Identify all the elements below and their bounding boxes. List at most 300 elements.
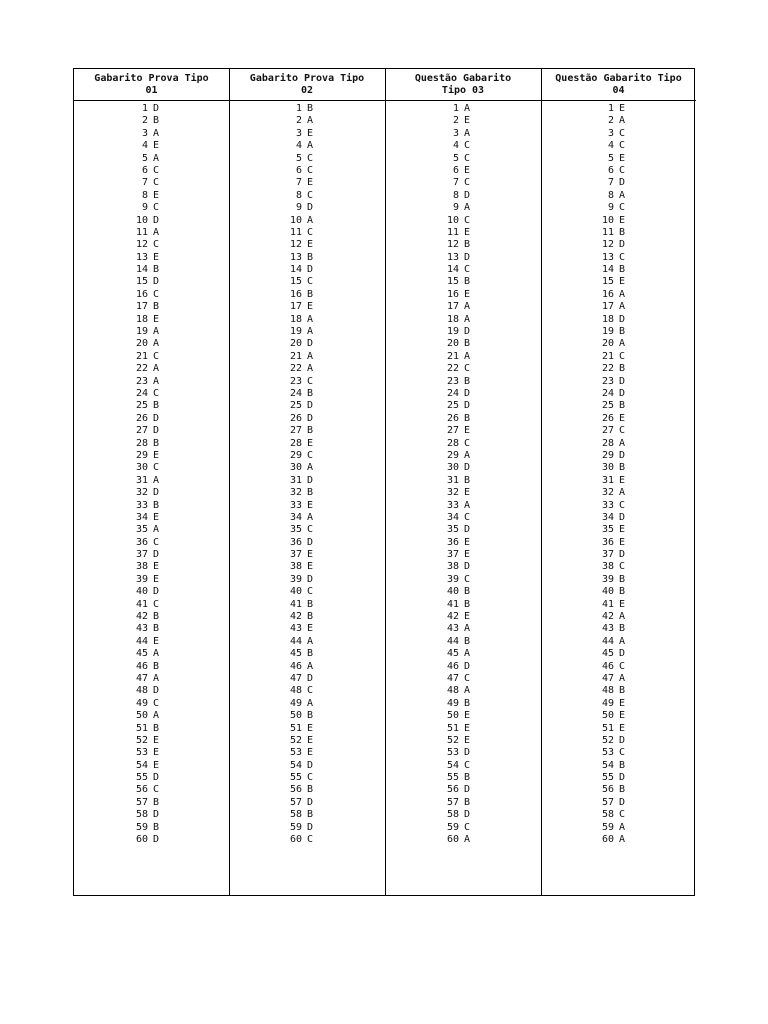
answer-letter: A [153,226,160,238]
answer-letter: C [619,425,626,437]
question-number: 55 [601,772,614,784]
answer-letter: D [307,759,314,771]
answer-letter: D [307,672,314,684]
answer-letter: E [307,549,314,561]
answer-letter: C [153,784,160,796]
answer-row [594,747,631,759]
question-number: 57 [446,796,459,808]
question-number: 21 [446,350,459,362]
answer-row [439,500,476,512]
question-number: 30 [601,462,614,474]
question-number: 36 [135,536,148,548]
answer-letter: D [619,177,626,189]
question-number: 46 [135,660,148,672]
answer-letter: E [464,734,471,746]
answer-letter: E [307,127,314,139]
question-number: 59 [601,821,614,833]
question-number: 6 [295,164,302,176]
answer-letter: E [153,759,160,771]
question-number: 48 [446,685,459,697]
answer-row [439,698,476,710]
question-number: 4 [452,140,459,152]
answer-row [128,115,165,127]
answer-letter: D [153,412,160,424]
answer-letter: C [619,660,626,672]
answer-row [128,400,165,412]
answer-row [282,388,319,400]
answer-letter: B [464,586,471,598]
answer-letter: E [307,734,314,746]
answer-letter: A [464,127,471,139]
answer-letter: D [619,648,626,660]
answer-letter: C [153,462,160,474]
answer-letter: B [619,363,626,375]
answer-letter: E [307,499,314,511]
question-number: 21 [289,350,302,362]
question-number: 60 [135,834,148,846]
question-number: 39 [289,573,302,585]
answer-row [439,190,476,202]
answer-letter: D [464,561,471,573]
answer-row [594,314,631,326]
question-number: 37 [601,549,614,561]
answer-row [128,661,165,673]
answer-letter: B [464,474,471,486]
answer-row [128,239,165,251]
question-number: 52 [289,734,302,746]
answer-row [128,524,165,536]
question-number: 54 [289,759,302,771]
question-number: 15 [601,276,614,288]
question-number: 22 [135,363,148,375]
answer-row [282,376,319,388]
question-number: 39 [446,573,459,585]
question-number: 7 [607,177,614,189]
answer-row [282,834,319,846]
answer-letter: A [619,611,626,623]
answer-letter: E [619,722,626,734]
answer-row [594,549,631,561]
question-number: 46 [601,660,614,672]
question-number: 55 [289,772,302,784]
answer-row [439,723,476,735]
question-number: 45 [446,648,459,660]
answer-row [128,413,165,425]
answer-letter: D [153,586,160,598]
answer-letter: C [307,152,314,164]
answer-row [594,636,631,648]
answer-row [128,673,165,685]
answer-letter: A [619,301,626,313]
answer-letter: E [619,474,626,486]
answer-row [439,413,476,425]
answer-letter: B [153,499,160,511]
question-number: 3 [295,127,302,139]
answer-row [439,400,476,412]
answer-row [439,623,476,635]
answer-letter: B [307,425,314,437]
question-number: 33 [289,499,302,511]
answer-row [594,586,631,598]
question-number: 31 [446,474,459,486]
answer-row [594,822,631,834]
answer-row [282,735,319,747]
answer-letter: A [153,363,160,375]
header-tipo-01: Gabarito Prova Tipo 01 [74,69,229,101]
answer-row [282,586,319,598]
question-number: 21 [601,350,614,362]
question-number: 15 [135,276,148,288]
answer-letter: D [307,400,314,412]
answer-row [128,636,165,648]
answer-letter: C [153,387,160,399]
answer-letter: B [307,387,314,399]
answer-row [594,599,631,611]
column-divider [541,69,542,895]
question-number: 60 [289,834,302,846]
question-number: 35 [135,524,148,536]
question-number: 10 [289,214,302,226]
answer-letter: E [619,412,626,424]
answer-letter: A [307,140,314,152]
answer-row [128,252,165,264]
answer-row [439,276,476,288]
answer-letter: A [153,648,160,660]
question-number: 55 [446,772,459,784]
answer-letter: E [464,164,471,176]
answer-row [594,338,631,350]
question-number: 25 [446,400,459,412]
question-number: 7 [141,177,148,189]
answer-row [128,685,165,697]
answer-row [439,636,476,648]
answer-letter: A [153,152,160,164]
question-number: 42 [289,611,302,623]
question-number: 43 [135,623,148,635]
question-number: 16 [601,288,614,300]
answer-letter: D [464,326,471,338]
answer-row [282,475,319,487]
answer-letter: E [464,549,471,561]
answer-row [594,524,631,536]
answer-letter: E [464,536,471,548]
answer-row [594,500,631,512]
question-number: 2 [295,115,302,127]
answer-letter: E [307,177,314,189]
answer-letter: B [307,288,314,300]
answer-row [439,351,476,363]
answer-row [128,698,165,710]
answer-row [594,227,631,239]
answer-row [439,177,476,189]
question-number: 24 [135,387,148,399]
question-number: 50 [135,710,148,722]
answer-letter: A [307,462,314,474]
question-number: 2 [452,115,459,127]
answer-row [282,301,319,313]
answer-letter: D [619,375,626,387]
question-number: 53 [601,747,614,759]
question-number: 9 [452,202,459,214]
answer-letter: A [464,301,471,313]
answer-letter: E [307,747,314,759]
question-number: 45 [289,648,302,660]
question-number: 41 [601,598,614,610]
answer-row [282,822,319,834]
answer-letter: B [153,796,160,808]
question-number: 42 [601,611,614,623]
question-number: 7 [295,177,302,189]
answer-row [594,425,631,437]
answer-letter: C [619,499,626,511]
question-number: 11 [446,226,459,238]
question-number: 51 [289,722,302,734]
question-number: 11 [135,226,148,238]
question-number: 19 [446,326,459,338]
answer-row [439,301,476,313]
question-number: 26 [135,412,148,424]
question-number: 36 [289,536,302,548]
answer-row [439,450,476,462]
answer-row [439,599,476,611]
answer-row [282,574,319,586]
answer-key-table [73,68,695,896]
question-number: 6 [607,164,614,176]
answer-letter: B [464,375,471,387]
answer-letter: B [619,400,626,412]
answer-row [594,289,631,301]
answer-row [594,834,631,846]
answer-letter: D [153,809,160,821]
answer-letter: B [464,635,471,647]
answer-row [594,438,631,450]
answer-row [128,128,165,140]
question-number: 44 [601,635,614,647]
answer-letter: A [619,338,626,350]
question-number: 20 [135,338,148,350]
answer-letter: A [153,375,160,387]
answer-letter: E [153,313,160,325]
answer-row [594,115,631,127]
answer-row [439,165,476,177]
question-number: 15 [446,276,459,288]
answer-letter: E [464,425,471,437]
answer-letter: C [153,598,160,610]
answer-letter: C [464,511,471,523]
answer-letter: B [464,276,471,288]
question-number: 6 [452,164,459,176]
question-number: 25 [289,400,302,412]
answer-letter: D [307,796,314,808]
answer-letter: D [307,536,314,548]
answer-letter: D [464,524,471,536]
answer-row [282,524,319,536]
answer-letter: B [464,772,471,784]
answer-row [282,190,319,202]
answer-row [282,177,319,189]
answer-letter: C [464,140,471,152]
question-number: 47 [601,672,614,684]
answer-letter: C [307,375,314,387]
question-number: 46 [446,660,459,672]
answer-row [282,673,319,685]
question-number: 51 [135,722,148,734]
answer-letter: B [464,697,471,709]
question-number: 35 [446,524,459,536]
question-number: 26 [601,412,614,424]
question-number: 24 [601,387,614,399]
answer-letter: B [464,796,471,808]
answer-row [594,648,631,660]
question-number: 34 [135,511,148,523]
answer-letter: C [464,264,471,276]
question-number: 4 [607,140,614,152]
answer-row [594,512,631,524]
answer-row [439,153,476,165]
question-number: 44 [289,635,302,647]
question-number: 32 [601,487,614,499]
answer-letter: B [619,264,626,276]
question-number: 22 [446,363,459,375]
answer-letter: E [464,115,471,127]
question-number: 48 [601,685,614,697]
answer-row [282,648,319,660]
answer-row [594,537,631,549]
answer-letter: D [464,784,471,796]
answer-letter: B [464,338,471,350]
answer-letter: D [153,276,160,288]
answer-letter: D [619,796,626,808]
answer-letter: A [464,103,471,114]
answer-row [282,438,319,450]
answer-letter: B [307,103,314,114]
answer-row [282,512,319,524]
answer-row [594,561,631,573]
answer-letter: D [307,202,314,214]
answer-letter: C [153,164,160,176]
answer-letter: A [153,474,160,486]
question-number: 42 [135,611,148,623]
answer-row [282,227,319,239]
answer-row [439,140,476,152]
question-number: 16 [289,288,302,300]
answer-letter: D [153,549,160,561]
answer-row [282,561,319,573]
answer-row [594,388,631,400]
answer-letter: C [619,140,626,152]
answer-row [282,599,319,611]
answer-row [128,153,165,165]
answer-row [439,202,476,214]
question-number: 17 [135,301,148,313]
answer-letter: D [153,772,160,784]
question-number: 20 [446,338,459,350]
answer-row [439,103,476,115]
answer-row [439,314,476,326]
answer-letter: D [619,449,626,461]
answer-row [282,103,319,115]
answer-row [282,784,319,796]
answer-letter: D [464,462,471,474]
question-number: 58 [289,809,302,821]
question-number: 32 [289,487,302,499]
question-number: 58 [446,809,459,821]
question-number: 27 [289,425,302,437]
question-number: 47 [446,672,459,684]
answer-letter: E [307,239,314,251]
answer-letter: D [619,239,626,251]
question-number: 2 [141,115,148,127]
answer-letter: E [619,276,626,288]
answer-row [282,661,319,673]
question-number: 57 [289,796,302,808]
answer-row [128,599,165,611]
question-number: 17 [289,301,302,313]
answer-row [282,772,319,784]
question-number: 53 [135,747,148,759]
answer-row [439,363,476,375]
answer-row [282,153,319,165]
answer-letter: A [619,288,626,300]
answer-row [128,760,165,772]
question-number: 14 [289,264,302,276]
question-number: 28 [446,437,459,449]
question-number: 30 [289,462,302,474]
answer-letter: E [153,734,160,746]
question-number: 13 [446,251,459,263]
answer-letter: D [619,772,626,784]
answer-letter: D [464,251,471,263]
question-number: 54 [135,759,148,771]
answer-row [128,772,165,784]
answer-row [594,413,631,425]
question-number: 18 [601,313,614,325]
answer-row [439,227,476,239]
question-number: 38 [601,561,614,573]
answer-row [128,363,165,375]
answer-letter: D [464,400,471,412]
question-number: 2 [607,115,614,127]
question-number: 41 [289,598,302,610]
answer-row [128,202,165,214]
answer-letter: D [307,573,314,585]
answer-row [128,611,165,623]
answer-row [282,128,319,140]
question-number: 59 [289,821,302,833]
answer-row [439,561,476,573]
question-number: 42 [446,611,459,623]
answer-row [128,215,165,227]
answer-row [128,475,165,487]
answer-letter: B [619,759,626,771]
answer-row [594,462,631,474]
answer-row [282,400,319,412]
question-number: 49 [135,697,148,709]
answer-row [282,264,319,276]
answer-row [439,326,476,338]
answer-row [128,264,165,276]
answer-row [594,772,631,784]
answer-row [594,301,631,313]
question-number: 38 [446,561,459,573]
question-number: 36 [601,536,614,548]
answer-row [594,202,631,214]
answer-row [282,289,319,301]
question-number: 19 [135,326,148,338]
answer-letter: E [464,226,471,238]
answer-row [439,574,476,586]
answer-letter: D [619,734,626,746]
